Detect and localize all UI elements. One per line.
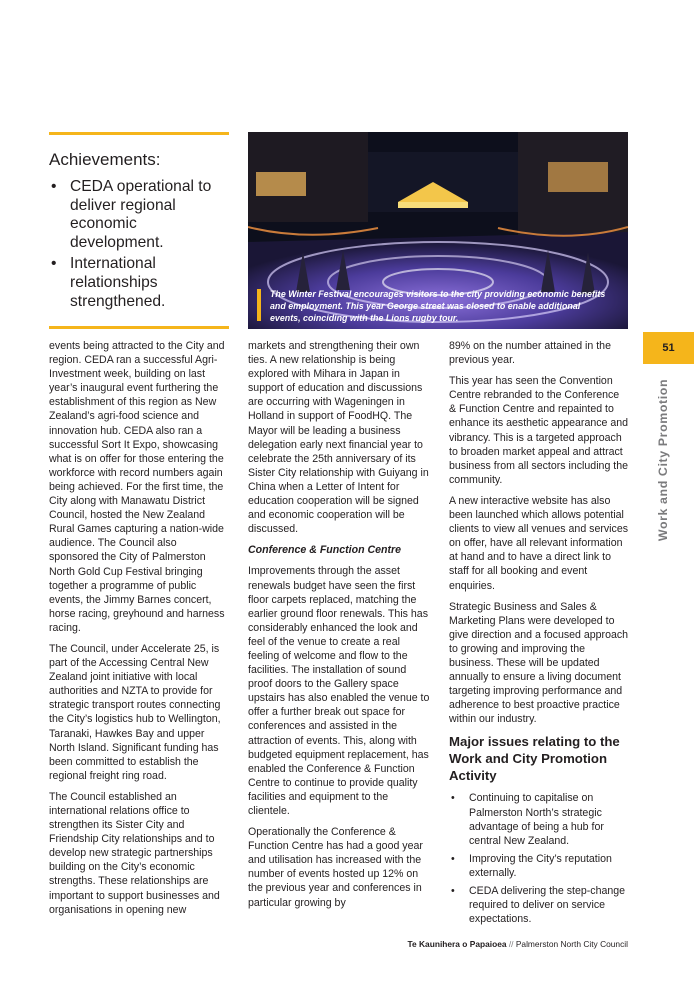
text-column-3 — [449, 339, 629, 930]
body-paragraph: markets and strengthening their own ties. A new relationship is being explored with Mihara in Japan in support of education and discussions are occurring with Wageningen in Holland in support of FoodHQ. The Mayor will be leading a business delegation early next financial year to celebrate the 25th anniversary of its Sister City relationship with Guiyang in China when a Letter of Intent for education cooperation will be signed and economic cooperation will be discussed. — [248, 340, 429, 536]
photo-caption: The Winter Festival encourages visitors to the city providing economic benefits and employment. This year George street was closed to enable additional events, coinciding with the Lions rugby tour. — [270, 289, 606, 323]
body-paragraph: Improvements through the asset renewals budget have seen the first floor carpets replaced, matching the earlier ground floor renewals. This has considerably enhanced the look and feel of the venue to create a real feeling of welcome and flow to the facilities. The installation of sound proof doors to the Gallery space upstairs has also enabled the venue to offer a further break out space for conferences and assisted in the attraction of events. This, along with budgeted equipment replacement, has enabled the Conference & Function Centre to continue to provide quality facilities and equipment to the clientele. — [248, 565, 430, 817]
major-issues-list — [449, 791, 629, 926]
achievement-item: • International relationships strengthened. — [49, 255, 234, 311]
achievements-bottom-rule — [49, 326, 229, 329]
issue-item: • Continuing to capitalise on Palmerston North’s strategic advantage of being a hub for central New Zealand. — [449, 791, 629, 847]
section-subheading: Conference & Function Centre — [248, 544, 402, 557]
body-paragraph: A new interactive website has also been launched which allows potential clients to view all venues and services on offer, have all relevant information at hand and to have a direct link to staff for all booking and event enquiries. — [449, 494, 629, 592]
body-paragraph: The Council established an international relations office to strengthen its Sister City and Friendship City relationships and to develop new strategic partnerships building on the City’s economic strengths. These relationships are important to support businesses and organisations in opening new — [49, 790, 220, 916]
issue-item: • Improving the City’s reputation externally. — [449, 852, 629, 880]
footer-separator: // — [506, 939, 516, 949]
achievements-title: Achievements: — [49, 150, 161, 169]
achievements-list — [49, 178, 234, 314]
major-issues-heading: Major issues relating to the Work and City Promotion Activity — [449, 734, 620, 784]
footer-maori-name: Te Kaunihera o Papaioea — [407, 939, 507, 949]
page-number: 51 — [662, 342, 675, 354]
achievement-item: • CEDA operational to deliver regional economic development. — [49, 178, 234, 252]
body-paragraph: This year has seen the Convention Centre rebranded to the Conference & Function Centre and repainted to enhance its aesthetic appearance and vibrancy. This is a targeted approach to broaden market appeal and attract business from all sectors including the community. — [449, 375, 629, 486]
text-column-2 — [248, 339, 430, 917]
body-paragraph: 89% on the number attained in the previous year. — [449, 340, 611, 367]
issue-item: • CEDA delivering the step-change required to deliver on service expectations. — [449, 884, 629, 926]
body-paragraph: The Council, under Accelerate 25, is part of the Accessing Central New Zealand joint initiative with local authorities and NZTA to provide for strategic transport routes connecting the City’s logistics hub to Wellington, Taranaki, Hawkes Bay and upper North Island. Significant funding has been committed to establish the regional freight ring road. — [49, 642, 221, 782]
page-number-tab — [643, 332, 694, 364]
body-paragraph: Strategic Business and Sales & Marketing Plans were developed to give direction and a focused approach to growing and improving the business. These will be updated annually to ensure a living document targeting improving performance and adherence to best proactive practice within our industry. — [449, 600, 629, 726]
body-paragraph: Operationally the Conference & Function Centre has had a good year and utilisation has increased with the number of events hosted up 12% on the previous year and conferences in particular growing by — [248, 826, 423, 909]
achievements-top-rule — [49, 132, 229, 135]
caption-accent-bar — [257, 289, 261, 321]
text-column-1 — [49, 339, 229, 924]
page-footer — [408, 939, 628, 949]
footer-council-name: Palmerston North City Council — [515, 939, 628, 949]
body-paragraph: events being attracted to the City and region. CEDA ran a successful Agri-Investment week, building on last year’s inaugural event furthering the establishment of this region as New Zealand’s agri-food science and innovation hub. CEDA also ran a successful Sort It Expo, showcasing what is on offer for those entering the workforce with record numbers again being achieved. For the first time, the City along with Manawatu District Council, hosted the New Zealand Rural Games capturing a nation-wide audience. The Council also sponsored the City of Palmerston North Gold Cup Festival bringing together a programme of public events, the Jimmy Barnes concert, horse racing, greyhound and harness racing. — [49, 340, 225, 634]
section-side-title: Work and City Promotion — [656, 378, 670, 542]
